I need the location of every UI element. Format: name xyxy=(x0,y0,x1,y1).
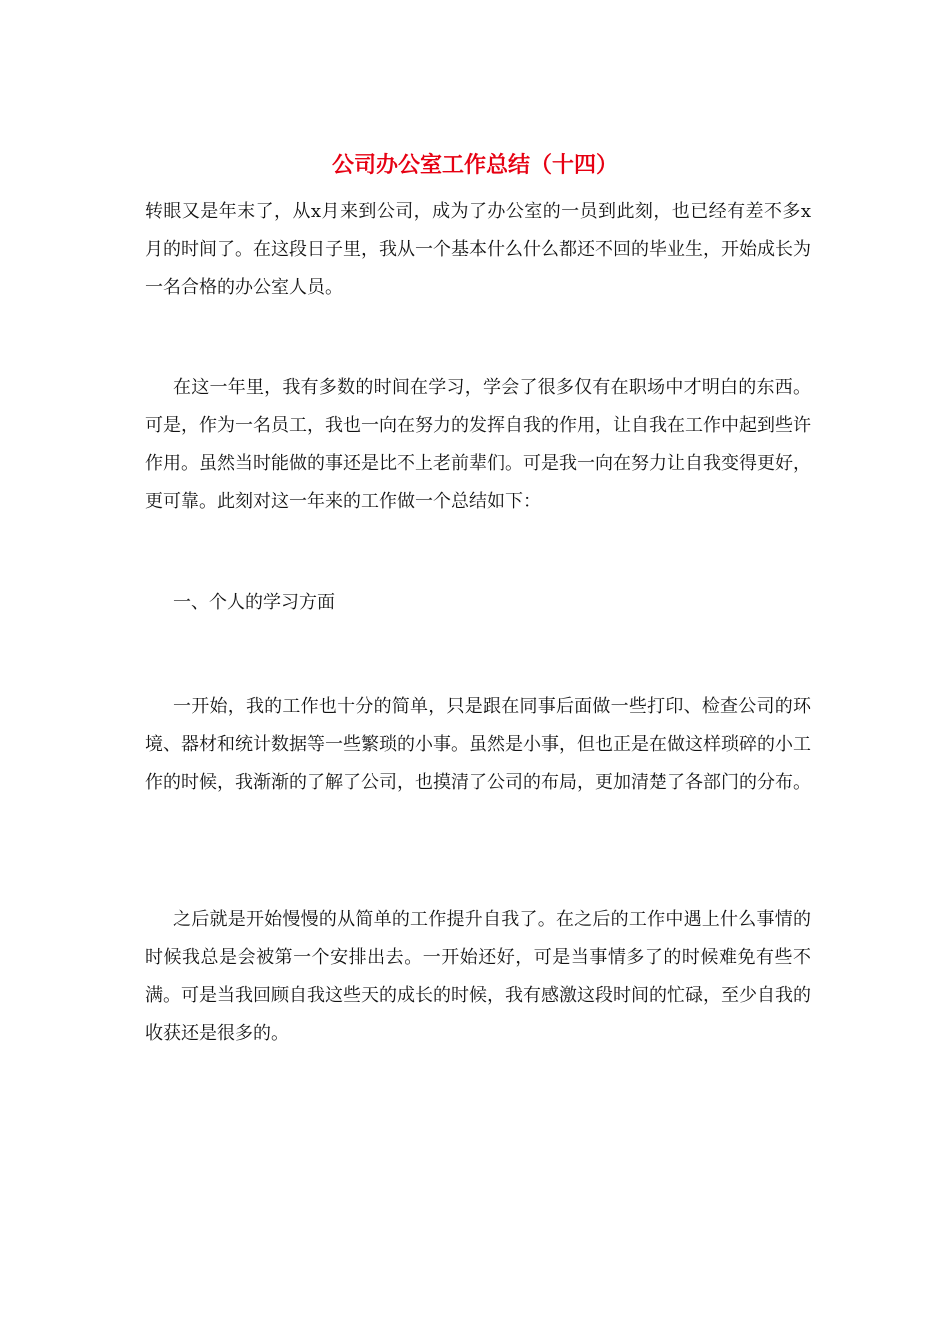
paragraph-intro: 转眼又是年末了，从x月来到公司，成为了办公室的一员到此刻，也已经有差不多x月的时间了。在这段日子里，我从一个基本什么什么都还不回的毕业生，开始成长为一名合格的办公室人员。 xyxy=(145,201,811,298)
paragraph-early-work: 一开始，我的工作也十分的简单，只是跟在同事后面做一些打印、检查公司的环境、器材和统计数据等一些繁琐的小事。虽然是小事，但也正是在做这样琐碎的小工作的时候，我渐渐的了解了公司，也摸清了公司的布局，更加清楚了各部门的分布。 xyxy=(145,696,811,793)
paragraph-growth: 之后就是开始慢慢的从简单的工作提升自我了。在之后的工作中遇上什么事情的时候我总是会被第一个安排出去。一开始还好，可是当事情多了的时候难免有些不满。可是当我回顾自我这些天的成长的时候，我有感激这段时间的忙碌，至少自我的收获还是很多的。 xyxy=(145,909,811,1044)
paragraph-year-review: 在这一年里，我有多数的时间在学习，学会了很多仅有在职场中才明白的东西。可是，作为一名员工，我也一向在努力的发挥自我的作用，让自我在工作中起到些许作用。虽然当时能做的事还是比不上老前辈们。可是我一向在努力让自我变得更好，更可靠。此刻对这一年来的工作做一个总结如下： xyxy=(145,377,811,512)
document-title: 公司办公室工作总结（十四） xyxy=(331,152,618,178)
section-heading-personal-learning: 一、个人的学习方面 xyxy=(173,592,335,613)
